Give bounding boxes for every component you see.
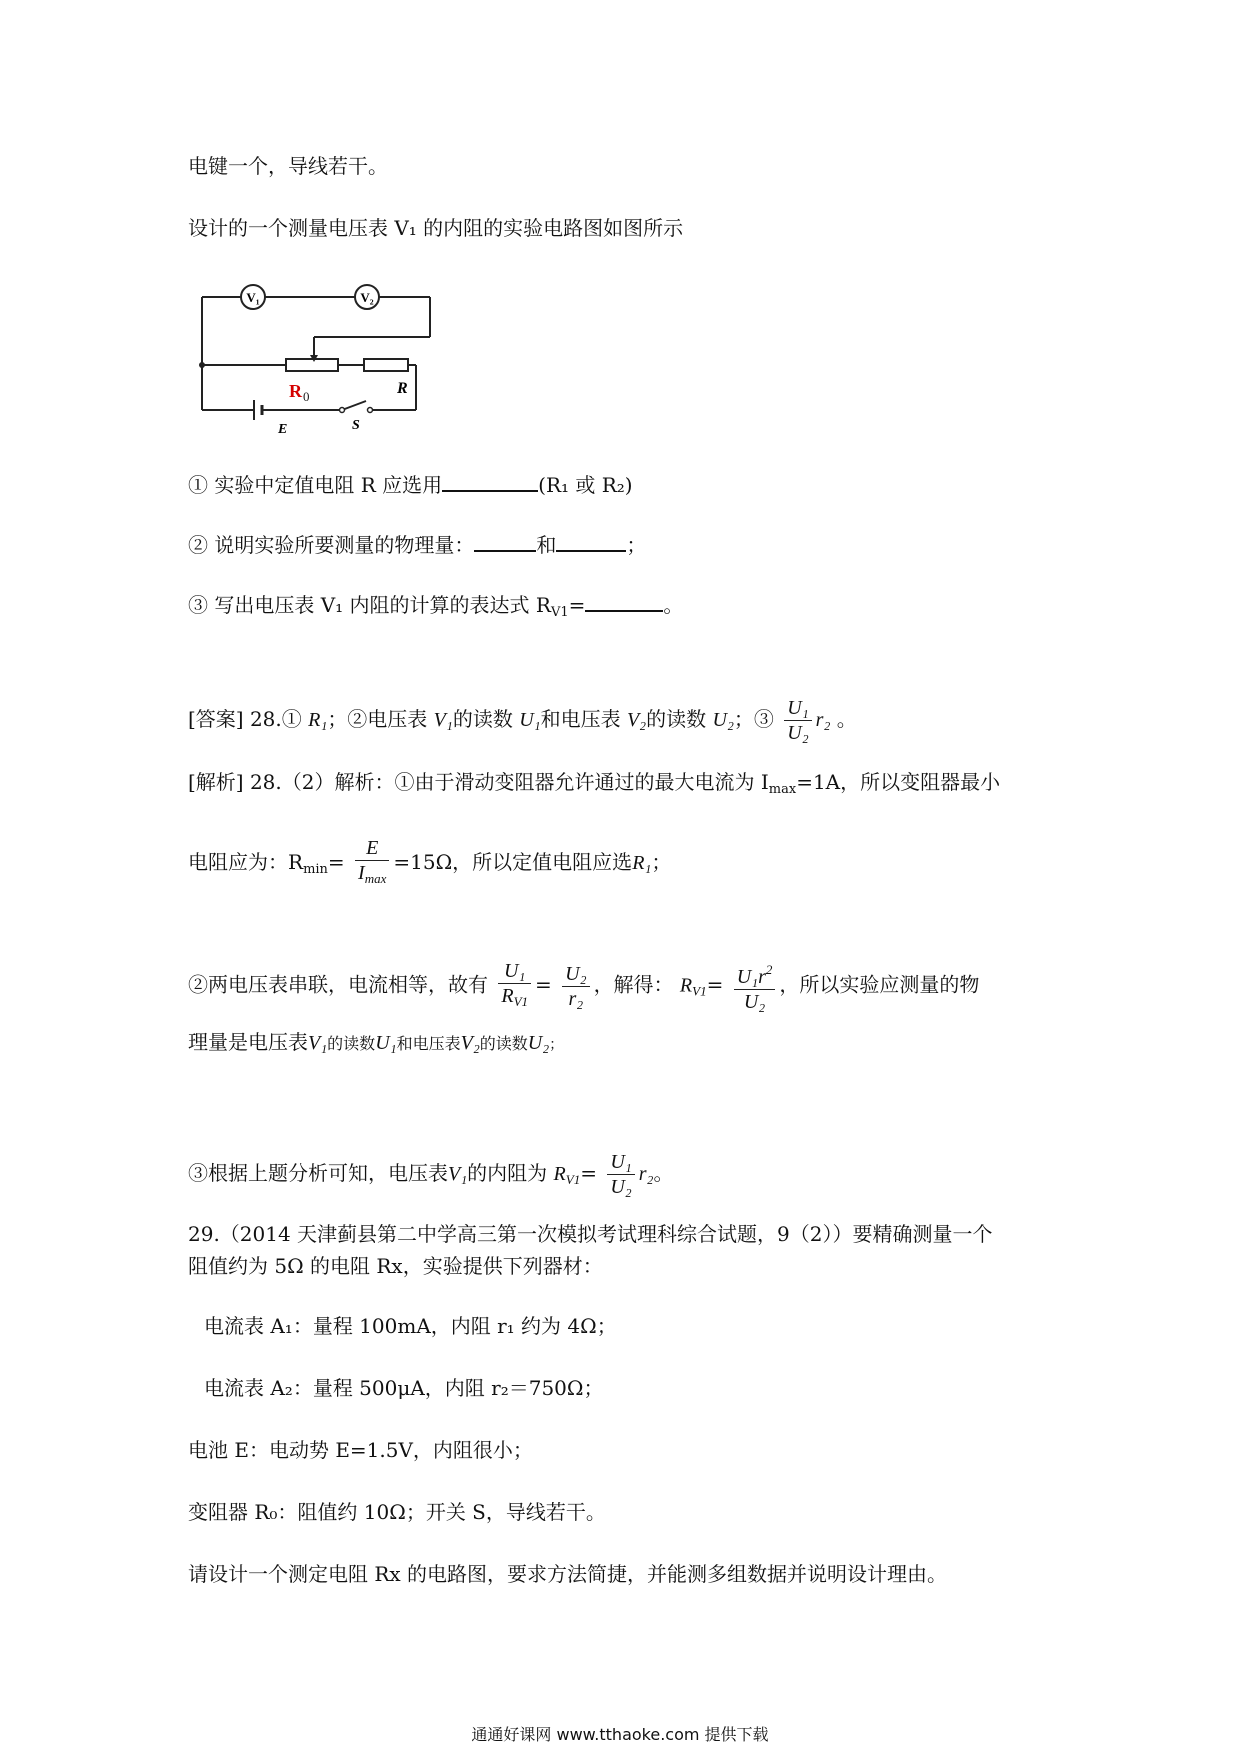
q29-line-task: 请设计一个测定电阻 Rx 的电路图，要求方法简捷，并能测多组数据并说明设计理由。 bbox=[188, 1562, 948, 1586]
analysis-l3-f1-den-r: R bbox=[501, 984, 514, 1007]
analysis-l2-sub: min bbox=[303, 862, 328, 877]
q2-blank-1 bbox=[474, 530, 536, 552]
q2-blank-2 bbox=[556, 530, 626, 552]
analysis-line-2 bbox=[188, 836, 671, 891]
analysis-l5-rv: R bbox=[553, 1163, 566, 1185]
analysis-l3-fraction-1 bbox=[498, 959, 531, 1014]
q1-blank bbox=[442, 470, 538, 492]
switch-blade bbox=[342, 401, 366, 410]
q1-options: (R₁ 或 R₂) bbox=[538, 473, 633, 497]
q29-item-rheostat: 变阻器 R₀：阻值约 10Ω；开关 S，导线若干。 bbox=[188, 1500, 606, 1524]
question-3 bbox=[188, 590, 683, 627]
analysis-l3-rv: R bbox=[679, 974, 693, 997]
q3-blank bbox=[585, 590, 663, 612]
analysis-l4-u1: U₁ bbox=[375, 1032, 397, 1054]
label-r: R bbox=[397, 380, 408, 397]
analysis-l1-text-b: =1A，所以变阻器最小 bbox=[796, 770, 1001, 794]
analysis-l2-den-i: I bbox=[358, 862, 365, 884]
analysis-l5-num: U₁ bbox=[607, 1150, 634, 1175]
answer-fraction bbox=[784, 696, 811, 745]
analysis-l5-text-b: 的内阻为 bbox=[467, 1161, 548, 1185]
analysis-l4-u2: U₂ bbox=[527, 1032, 550, 1054]
analysis-l5-end: 。 bbox=[653, 1161, 674, 1185]
analysis-l3-f3-num-text: U₁r bbox=[736, 966, 766, 988]
q3-eq: = bbox=[568, 593, 586, 617]
answer-text-2: ；②电压表 bbox=[327, 707, 428, 731]
page-footer: 通通好课网 www.tthaoke.com 提供下载 bbox=[471, 1725, 769, 1744]
q29-line-1: 29.（2014 天津蓟县第二中学高三第一次模拟考试理科综合试题，9（2））要精确测量一个 bbox=[188, 1222, 993, 1246]
analysis-l3-fraction-3 bbox=[734, 958, 776, 1014]
q29-item-a1: 电流表 A₁：量程 100mA，内阻 r₁ 约为 4Ω； bbox=[204, 1314, 617, 1338]
label-r0: R bbox=[289, 381, 302, 401]
analysis-l2-text-b: =15Ω，所以定值电阻应选 bbox=[393, 850, 633, 874]
q2-text: ② 说明实验所要测量的物理量： bbox=[188, 533, 475, 557]
answer-frac-den: U₂ bbox=[787, 722, 809, 744]
question-2 bbox=[188, 530, 646, 559]
answer-prefix: [答案] 28.① bbox=[188, 707, 302, 731]
q2-and: 和 bbox=[536, 533, 557, 557]
analysis-l5-den: U₂ bbox=[610, 1176, 632, 1198]
analysis-l3-f2-den: r₂ bbox=[568, 987, 584, 1010]
analysis-l4-text-b: 的读数 bbox=[327, 1034, 376, 1053]
q1-text: ① 实验中定值电阻 R 应选用 bbox=[188, 473, 443, 497]
rheostat-r0 bbox=[286, 359, 338, 371]
analysis-l2-text: 电阻应为：R bbox=[188, 850, 304, 874]
analysis-l3-text-c: ，所以实验应测量的物 bbox=[779, 972, 980, 997]
answer-text-5: 的读数 bbox=[646, 707, 707, 731]
answer-u2: U₂ bbox=[712, 709, 734, 731]
q29-item-a2: 电流表 A₂：量程 500μA，内阻 r₂＝750Ω； bbox=[204, 1376, 604, 1400]
analysis-l5-text: ③根据上题分析可知，电压表 bbox=[188, 1161, 448, 1185]
analysis-l3-rv-sub: V1 bbox=[692, 983, 707, 999]
answer-text-4: 和电压表 bbox=[540, 707, 621, 731]
analysis-l3-eq: = bbox=[535, 972, 552, 997]
q3-text: ③ 写出电压表 V₁ 内阻的计算的表达式 R bbox=[188, 593, 551, 617]
question-1 bbox=[188, 470, 633, 499]
analysis-l3-f1-den-sub: V1 bbox=[513, 993, 529, 1009]
label-s: S bbox=[352, 418, 360, 433]
intro-line-1: 电键一个，导线若干。 bbox=[188, 154, 388, 178]
voltmeter-v2 bbox=[355, 285, 379, 309]
analysis-l4-v1: V₁ bbox=[308, 1032, 328, 1054]
analysis-l4-text-d: 的读数 bbox=[479, 1034, 528, 1053]
analysis-l5-eq: = bbox=[580, 1161, 597, 1185]
analysis-l3-f2-num: U₂ bbox=[562, 962, 589, 987]
circuit-diagram bbox=[194, 275, 444, 440]
label-r0-sub: 0 bbox=[303, 389, 310, 404]
answer-frac-num: U₁ bbox=[784, 696, 811, 721]
analysis-l3-f3-den: U₂ bbox=[743, 991, 766, 1013]
analysis-l2-eq: = bbox=[327, 850, 345, 874]
analysis-line-5 bbox=[188, 1150, 673, 1199]
analysis-l5-rv-sub: V1 bbox=[565, 1172, 581, 1187]
answer-text-3: 的读数 bbox=[452, 707, 513, 731]
q2-end: ； bbox=[626, 533, 647, 557]
analysis-l2-num: E bbox=[355, 836, 389, 861]
analysis-l4-v2: V₂ bbox=[460, 1032, 480, 1054]
svg-text:V₂: V₂ bbox=[360, 290, 374, 305]
q29-item-battery: 电池 E：电动势 E=1.5V，内阻很小； bbox=[188, 1438, 533, 1462]
analysis-l5-v1: V₁ bbox=[448, 1163, 468, 1185]
resistor-r bbox=[364, 359, 408, 371]
analysis-l3-f3-sup: 2 bbox=[765, 962, 773, 977]
analysis-l3-f1-num: U₁ bbox=[498, 959, 531, 984]
analysis-l3-text-b: ，解得： bbox=[593, 972, 674, 997]
label-e: E bbox=[278, 422, 288, 437]
answer-u1: U₁ bbox=[519, 709, 541, 731]
analysis-line-4 bbox=[188, 1028, 563, 1059]
answer-r2: r₂ bbox=[815, 709, 831, 731]
analysis-l2-den bbox=[355, 861, 389, 891]
analysis-l2-den-sub: max bbox=[364, 871, 387, 886]
analysis-line-3 bbox=[188, 958, 979, 1014]
analysis-l3-f1-den bbox=[498, 984, 531, 1014]
analysis-l4-text: 理量是电压表 bbox=[188, 1030, 308, 1054]
analysis-l5-r2: r₂ bbox=[638, 1163, 654, 1185]
analysis-l1-text: [解析] 28.（2）解析：①由于滑动变阻器允许通过的最大电流为 I bbox=[188, 770, 769, 794]
analysis-l4-text-c: 和电压表 bbox=[396, 1034, 461, 1053]
analysis-l3-fraction-2 bbox=[562, 962, 589, 1011]
junction-dot bbox=[199, 362, 205, 368]
analysis-l2-fraction bbox=[355, 836, 389, 891]
analysis-l4-end: ； bbox=[549, 1037, 564, 1053]
answer-text-6: ；③ bbox=[733, 707, 774, 731]
analysis-l3-eq2: = bbox=[706, 972, 724, 997]
answer-r1: R₁ bbox=[308, 709, 328, 731]
analysis-l2-r1: R₁ bbox=[632, 852, 652, 874]
analysis-line-1 bbox=[188, 768, 1000, 804]
analysis-l5-fraction bbox=[607, 1150, 634, 1199]
analysis-l3-text: ②两电压表串联，电流相等，故有 bbox=[188, 972, 488, 997]
answer-line bbox=[188, 696, 857, 745]
q3-sub: V1 bbox=[550, 605, 569, 620]
q3-end: 。 bbox=[663, 593, 684, 617]
voltmeter-v1 bbox=[241, 285, 265, 309]
answer-v1: V₁ bbox=[433, 709, 453, 731]
answer-v2: V₂ bbox=[626, 709, 647, 731]
answer-end: 。 bbox=[836, 707, 857, 731]
analysis-l3-f3-num bbox=[734, 958, 776, 990]
svg-text:V₁: V₁ bbox=[246, 290, 260, 305]
analysis-l2-end: ； bbox=[651, 850, 672, 874]
q29-line-2: 阻值约为 5Ω 的电阻 Rx，实验提供下列器材： bbox=[188, 1254, 603, 1278]
analysis-l1-sub: max bbox=[768, 782, 797, 797]
intro-line-2: 设计的一个测量电压表 V₁ 的内阻的实验电路图如图所示 bbox=[188, 216, 684, 240]
